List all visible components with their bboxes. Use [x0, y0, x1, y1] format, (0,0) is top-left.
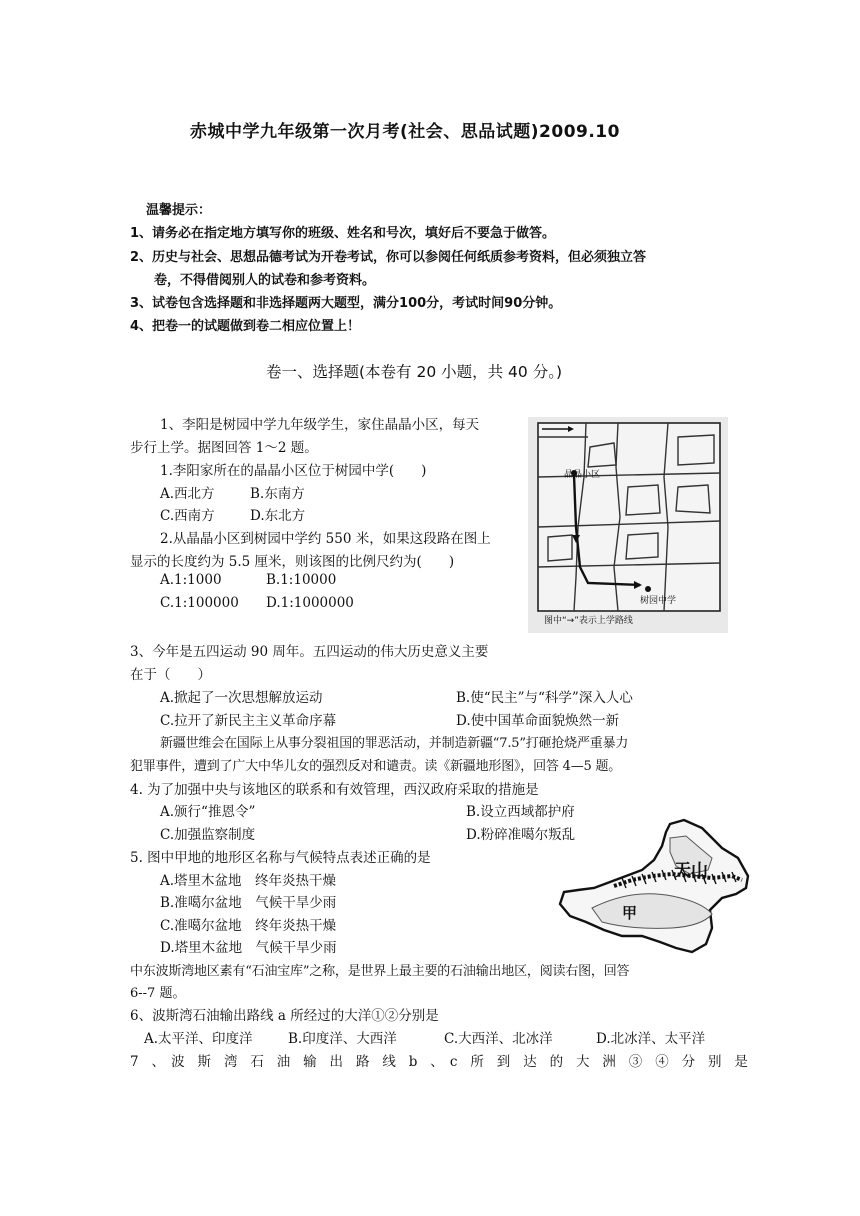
map1-label-school: 树园中学: [640, 596, 677, 606]
map2-label-jia: 甲: [622, 904, 638, 922]
q5-option-b: B.准噶尔盆地 气候干旱少雨: [160, 895, 337, 911]
route-map-figure: [528, 417, 728, 633]
q3-option-a: A.掀起了一次思想解放运动: [160, 690, 323, 706]
tip-item-2: 2、历史与社会、思想品德考试为开卷考试，你可以参阅任何纸质参考资料，但必须独立答: [130, 250, 647, 265]
xinjiang-map-graphic: [552, 818, 752, 960]
q6-option-c: C.大西洋、北冰洋: [444, 1031, 553, 1047]
q2-option-b: B.1:10000: [266, 572, 337, 588]
section-heading: 卷一、选择题(本卷有 20 小题，共 40 分。): [266, 363, 562, 381]
q1-stem: 1.李阳家所在的晶晶小区位于树园中学( ): [160, 463, 427, 479]
map1-label-home: 晶晶小区: [564, 470, 601, 480]
tip-item-4: 4、把卷一的试题做到卷二相应位置上！: [130, 319, 361, 334]
page-title: 赤城中学九年级第一次月考(社会、思品试题)2009.10: [190, 122, 620, 142]
q3-option-c: C.拉开了新民主主义革命序幕: [160, 713, 337, 729]
q3-option-d: D.使中国革命面貌焕然一新: [456, 713, 620, 729]
q2-stem-line1: 2.从晶晶小区到树园中学约 550 米，如果这段路在图上: [160, 531, 491, 547]
q5-option-d: D.塔里木盆地 气候干旱少雨: [160, 940, 337, 956]
q4-option-d: D.粉碎准噶尔叛乱: [466, 827, 576, 843]
q1-intro-line2: 步行上学。据图回答 1～2 题。: [130, 440, 318, 456]
q3-stem-line1: 3、今年是五四运动 90 周年。五四运动的伟大历史意义主要: [130, 644, 489, 660]
route-map-graphic: [528, 417, 728, 633]
map2-label-tianshan: 天山: [674, 861, 708, 881]
passage2-line1: 中东波斯湾地区素有“石油宝库”之称，是世界上最主要的石油输出地区，阅读右图，回答: [130, 964, 630, 979]
q6-option-d: D.北冰洋、太平洋: [596, 1031, 706, 1047]
q2-option-c: C.1:100000: [160, 595, 239, 611]
q5-option-a: A.塔里木盆地 终年炎热干燥: [160, 873, 337, 889]
q4-option-b: B.设立西域都护府: [466, 804, 575, 820]
q2-option-d: D.1:1000000: [266, 595, 354, 611]
q1-intro-line1: 1、李阳是树园中学九年级学生，家住晶晶小区，每天: [160, 417, 480, 433]
tip-item-2-cont: 卷，不得借阅别人的试卷和参考资料。: [154, 273, 376, 288]
passage1-line2: 犯罪事件，遭到了广大中华儿女的强烈反对和谴责。读《新疆地形图》，回答 4—5 题。: [130, 759, 622, 774]
q2-stem-line2: 显示的长度约为 5.5 厘米，则该图的比例尺约为( ): [130, 554, 455, 570]
passage1-line1: 新疆世维会在国际上从事分裂祖国的罪恶活动，并制造新疆“7.5”打砸抢烧严重暴力: [160, 736, 629, 751]
q6-option-b: B.印度洋、大西洋: [288, 1031, 397, 1047]
q1-option-a: A.西北方: [160, 486, 215, 502]
q2-option-a: A.1:1000: [160, 572, 222, 588]
q5-option-c: C.准噶尔盆地 终年炎热干燥: [160, 918, 337, 934]
q3-option-b: B.使“民主”与“科学”深入人心: [456, 690, 633, 706]
q4-option-a: A.颁行“推恩令”: [160, 804, 256, 820]
tips-heading: 温馨提示：: [146, 203, 212, 218]
tip-item-3: 3、试卷包含选择题和非选择题两大题型，满分100分，考试时间90分钟。: [130, 296, 562, 311]
q4-stem: 4. 为了加强中央与该地区的联系和有效管理，西汉政府采取的措施是: [130, 782, 539, 798]
xinjiang-map-figure: [552, 818, 752, 960]
map1-caption: 图中“→”表示上学路线: [544, 616, 633, 626]
q7-stem: 7 、 波 斯 湾 石 油 输 出 路 线 b 、 c 所 到 达 的 大 洲 ③ ④ 分 别 是: [130, 1054, 748, 1070]
q1-option-b: B.东南方: [250, 486, 305, 502]
q1-option-c: C.西南方: [160, 508, 215, 524]
q6-option-a: A.太平洋、印度洋: [144, 1031, 253, 1047]
q1-option-d: D.东北方: [250, 508, 306, 524]
q3-stem-line2: 在于（ ）: [130, 667, 211, 683]
q6-stem: 6、波斯湾石油输出路线 a 所经过的大洋①②分别是: [130, 1008, 439, 1024]
passage2-line2: 6--7 题。: [130, 986, 186, 1001]
q5-stem: 5. 图中甲地的地形区名称与气候特点表述正确的是: [130, 850, 431, 866]
tip-item-1: 1、请务必在指定地方填写你的班级、姓名和号次，填好后不要急于做答。: [130, 226, 556, 241]
q4-option-c: C.加强监察制度: [160, 827, 256, 843]
